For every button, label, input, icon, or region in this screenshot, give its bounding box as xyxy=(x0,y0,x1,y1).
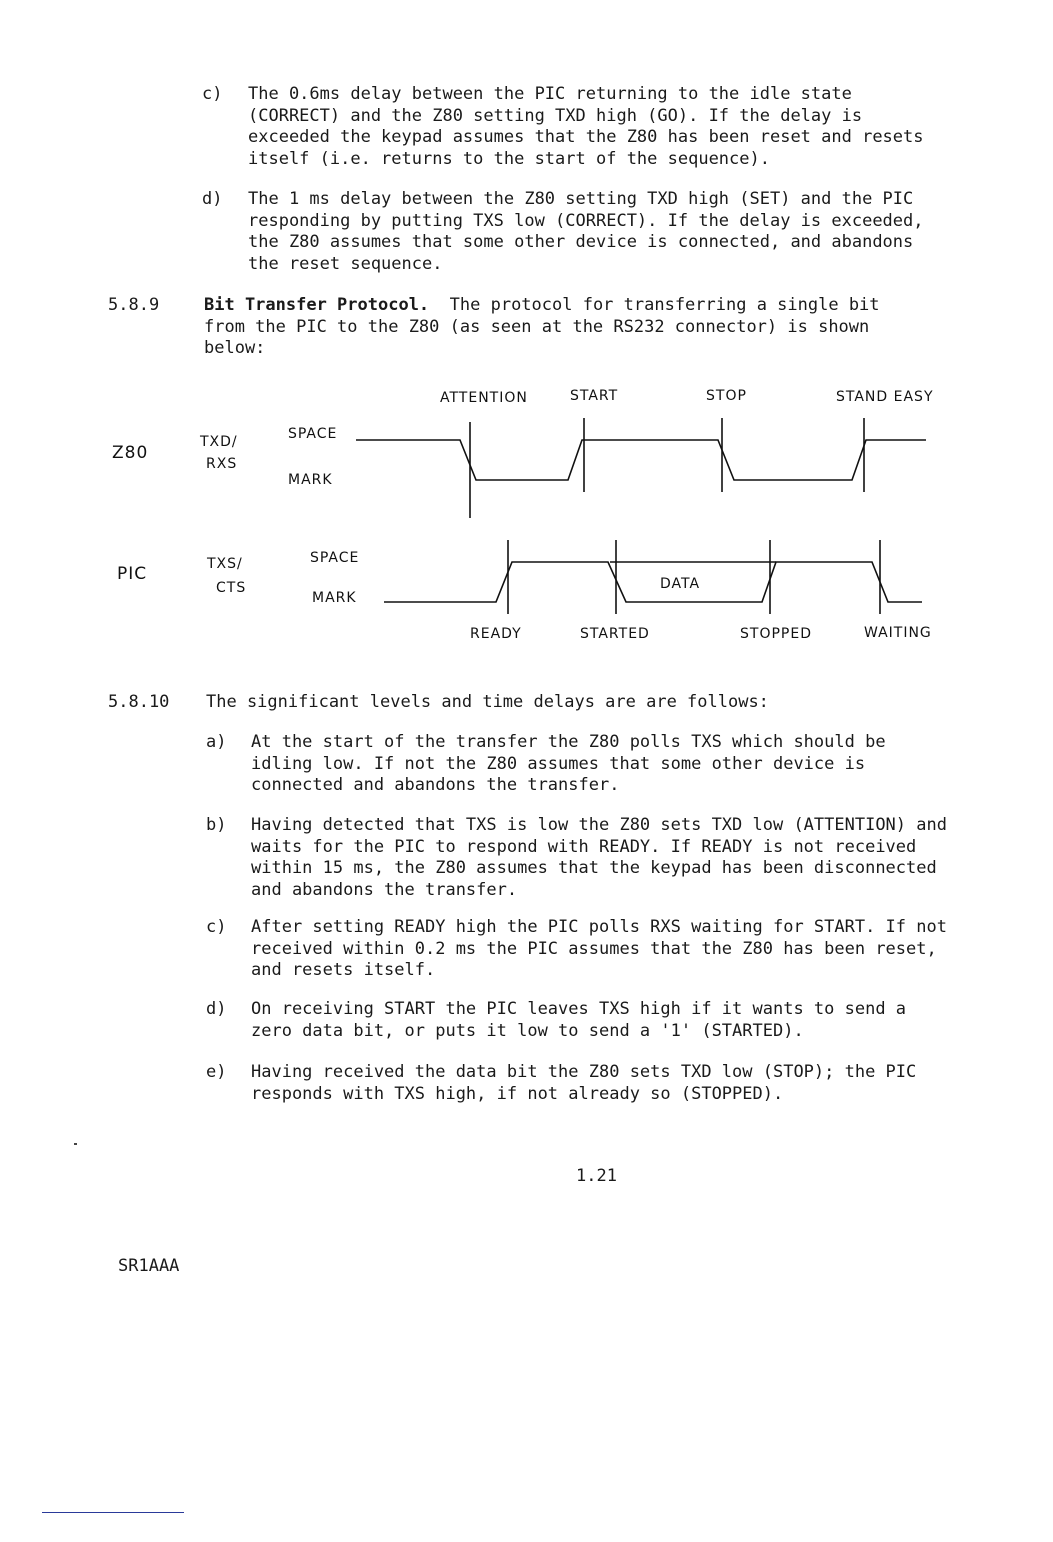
item-text: The 0.6ms delay between the PIC returning to the idle state (CORRECT) and the Z80 setting TXD high (GO). If the delay is exceeded the keypad assumes that the Z80 has been reset and resets itself (i.e. returns to the start of the sequence). xyxy=(248,84,924,169)
label-start: START xyxy=(570,388,619,404)
label-waiting: WAITING xyxy=(864,625,932,641)
label-stop: STOP xyxy=(706,388,747,404)
item-text: On receiving START the PIC leaves TXS high if it wants to send a zero data bit, or puts it low to send a '1' (STARTED). xyxy=(251,999,907,1041)
section-589-text: The protocol for transferring a single bit from the PIC to the Z80 (as seen at the RS232 connector) is shown below: xyxy=(204,295,880,358)
z80-label: Z80 xyxy=(112,443,149,463)
item-label: c) xyxy=(202,84,223,104)
label-stand-easy: STAND EASY xyxy=(836,389,934,405)
section-589-heading: Bit Transfer Protocol. xyxy=(204,295,430,315)
label-attention: ATTENTION xyxy=(440,390,528,406)
section-5810-text: The significant levels and time delays are are follows: xyxy=(206,692,769,712)
timing-diagram xyxy=(0,380,1053,650)
pic-label: PIC xyxy=(117,564,148,584)
document-code: SR1AAA xyxy=(118,1256,180,1276)
pic-mark-label: MARK xyxy=(312,590,357,606)
item-text: Having detected that TXS is low the Z80 sets TXD low (ATTENTION) and waits for the PIC to respond with READY. If READY is not received within 15 ms, the Z80 assumes that the keypad has been disconnected and abandons the transfer. xyxy=(251,815,947,900)
z80-signal-txd: TXD/ xyxy=(200,434,238,450)
item-label: c) xyxy=(206,917,227,937)
item-text: At the start of the transfer the Z80 polls TXS which should be idling low. If not the Z80 assumes that some other device is connected and abandons the transfer. xyxy=(251,732,886,795)
data-label: DATA xyxy=(660,576,701,592)
item-text: Having received the data bit the Z80 sets TXD low (STOP); the PIC responds with TXS high, if not already so (STOPPED). xyxy=(251,1062,917,1104)
pic-signal-txs: TXS/ xyxy=(207,556,243,572)
z80-signal-rxs: RXS xyxy=(206,456,238,472)
label-stopped: STOPPED xyxy=(740,626,812,642)
z80-waveform xyxy=(356,418,926,518)
item-label: b) xyxy=(206,815,227,835)
label-ready: READY xyxy=(470,626,522,642)
section-number-5810: 5.8.10 xyxy=(108,692,170,712)
item-label: d) xyxy=(206,999,227,1019)
stray-mark xyxy=(74,1143,77,1145)
pic-waveform xyxy=(384,540,922,614)
pic-space-label: SPACE xyxy=(310,550,360,566)
z80-mark-label: MARK xyxy=(288,472,333,488)
page-number: 1.21 xyxy=(576,1166,617,1186)
z80-space-label: SPACE xyxy=(288,426,338,442)
item-label: e) xyxy=(206,1062,227,1082)
item-label: a) xyxy=(206,732,227,752)
item-text: The 1 ms delay between the Z80 setting TXD high (SET) and the PIC responding by putting TXS low (CORRECT). If the delay is exceeded, the Z80 assumes that some other device is connected, and abandons the reset sequence. xyxy=(248,189,924,274)
pic-signal-cts: CTS xyxy=(216,580,247,596)
label-started: STARTED xyxy=(580,626,650,642)
item-text: After setting READY high the PIC polls RXS waiting for START. If not received within 0.2 ms the PIC assumes that the Z80 has been reset, and resets itself. xyxy=(251,917,947,980)
footer-rule xyxy=(42,1512,184,1513)
item-label: d) xyxy=(202,189,223,209)
section-589-paragraph xyxy=(204,295,924,360)
section-number-589: 5.8.9 xyxy=(108,295,160,315)
